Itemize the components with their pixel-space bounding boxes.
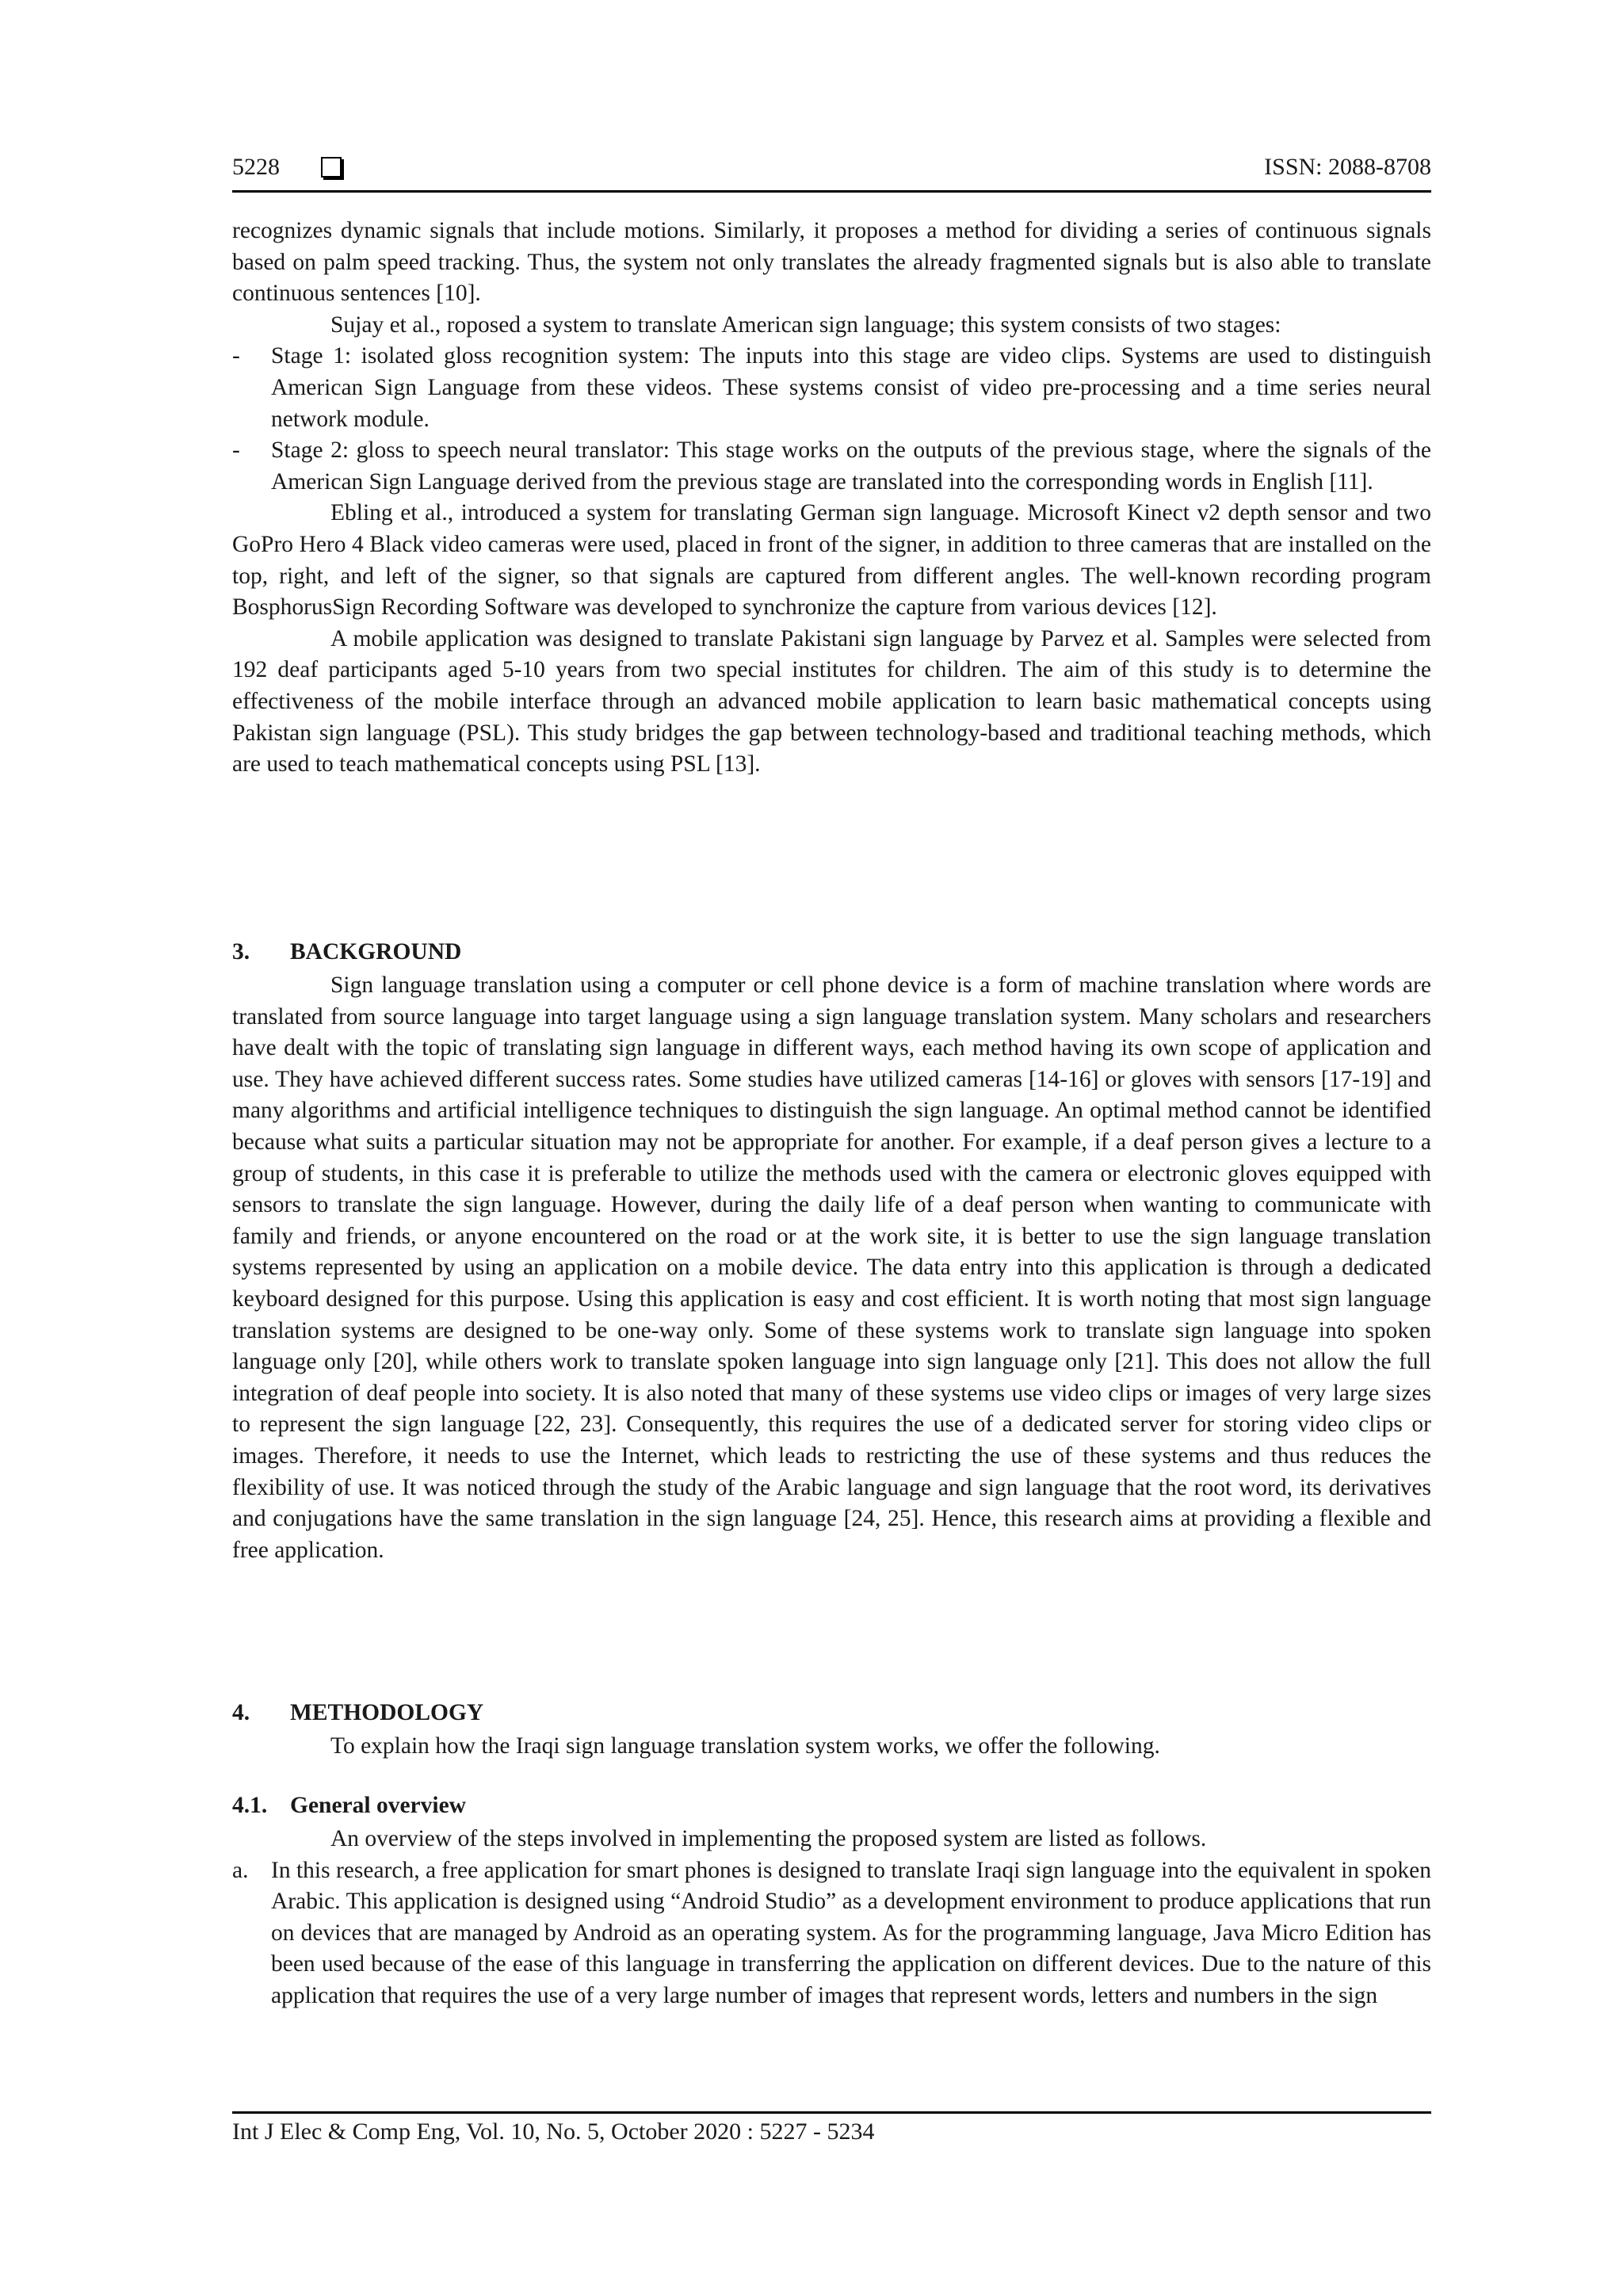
section-heading [232,1700,483,1726]
list-marker: a. [232,1857,249,1883]
subsection-title: General overview [290,1793,466,1818]
list-marker: - [232,343,240,369]
page-number: 5228 [232,154,280,180]
page-footer [232,2111,1431,2145]
paragraph: To explain how the Iraqi sign language translation system works, we offer the following. [330,1733,1160,1759]
paragraph: An overview of the steps involved in implementing the proposed system are listed as follows. [330,1826,1207,1851]
subsection-heading [232,1793,466,1819]
list-item [232,341,1431,435]
list-item-text: Stage 1: isolated gloss recognition system: The inputs into this stage are video clips. Systems are used to distinguish American Sign Language from these videos. These systems consist of video pre-processing and a time series neural network module. [271,343,1431,432]
paragraph: recognizes dynamic signals that include motions. Similarly, it proposes a method for dividing a series of continuous signals based on palm speed tracking. Thus, the system not only translates the already fragmented signals but is also able to translate continuous sentences [10]. [232,218,1431,307]
section-body [232,970,1431,1566]
list-item-text: Stage 2: gloss to speech neural translator: This stage works on the outputs of the previous stage, where the signals of the American Sign Language derived from the previous stage are translated into the corresponding words in English [11]. [271,437,1431,495]
page-header [232,151,1431,193]
paragraph: Sujay et al., roposed a system to translate American sign language; this system consists of two stages: [330,311,1281,338]
section-title: BACKGROUND [290,939,462,965]
paragraph: A mobile application was designed to translate Pakistani sign language by Parvez et al. Samples were selected from 192 deaf participants aged 5-10 years from two special institutes for children. The aim of this study is to determine the effectiveness of the mobile interface through an advanced mobile application to learn basic mathematical concepts using Pakistan sign language (PSL). This study bridges the gap between technology-based and traditional teaching methods, which are used to teach mathematical concepts using PSL [13]. [232,625,1431,777]
list-item [232,1855,1431,2012]
journal-citation: Int J Elec & Comp Eng, Vol. 10, No. 5, October 2020 : 5227 - 5234 [232,2118,875,2145]
list-item-text: In this research, a free application for smart phones is designed to translate Iraqi sign language into the equivalent in spoken Arabic. This application is designed using “Android Studio” as a development environment to produce applications that run on devices that are managed by Android as an operating system. As for the programming language, Java Micro Edition has been used because of the ease of this language in transferring the application on different devices. Due to the nature of this application that requires the use of a very large number of images that represent words, letters and numbers in the sign [271,1857,1431,2008]
section-body [232,1731,1431,1763]
section-number: 3. [232,939,250,965]
section-number: 4. [232,1700,250,1725]
section-title: METHODOLOGY [290,1700,484,1725]
subsection-body [232,1824,1431,2012]
section-heading [232,939,461,965]
list-item [232,435,1431,498]
paragraph: Ebling et al., introduced a system for translating German sign language. Microsoft Kinect v2 depth sensor and two GoPro Hero 4 Black video cameras were used, placed in front of the signer, in addition to three cameras that are installed on the top, right, and left of the signer, so that signals are captured from different angles. The well-known recording program BosphorusSign Recording Software was developed to synchronize the capture from various devices [12]. [232,500,1431,621]
list-marker: - [232,437,240,464]
issn-label: ISSN: 2088-8708 [1264,154,1431,180]
intro-text [232,216,1431,781]
box-symbol-icon [321,157,342,178]
subsection-number: 4.1. [232,1793,268,1818]
paragraph: Sign language translation using a computer or cell phone device is a form of machine translation where words are translated from source language into target language using a sign language translation system. Many scholars and researchers have dealt with the topic of translating sign language in different ways, each method having its own scope of application and use. They have achieved different success rates. Some studies have utilized cameras [14-16] or gloves with sensors [17-19] and many algorithms and artificial intelligence techniques to distinguish the sign language. An optimal method cannot be identified because what suits a particular situation may not be appropriate for another. For example, if a deaf person gives a lecture to a group of students, in this case it is preferable to utilize the methods used with the camera or electronic gloves equipped with sensors to translate the sign language. However, during the daily life of a deaf person when wanting to communicate with family and friends, or anyone encountered on the road or at the work site, it is better to use the sign language translation systems represented by using an application on a mobile device. The data entry into this application is through a dedicated keyboard designed for this purpose. Using this application is easy and cost efficient. It is worth noting that most sign language translation systems are designed to be one-way only. Some of these systems work to translate sign language into spoken language only [20], while others work to translate spoken language into sign language only [21]. This does not allow the full integration of deaf people into society. It is also noted that many of these systems use video clips or images of very large sizes to represent the sign language [22, 23]. Consequently, this requires the use of a dedicated server for storing video clips or images. Therefore, it needs to use the Internet, which leads to restricting the use of these systems and thus reduces the flexibility of use. It was noticed through the study of the Arabic language and sign language that the root word, its derivatives and conjugations have the same translation in the sign language [24, 25]. Hence, this research aims at providing a flexible and free application. [232,972,1431,1563]
